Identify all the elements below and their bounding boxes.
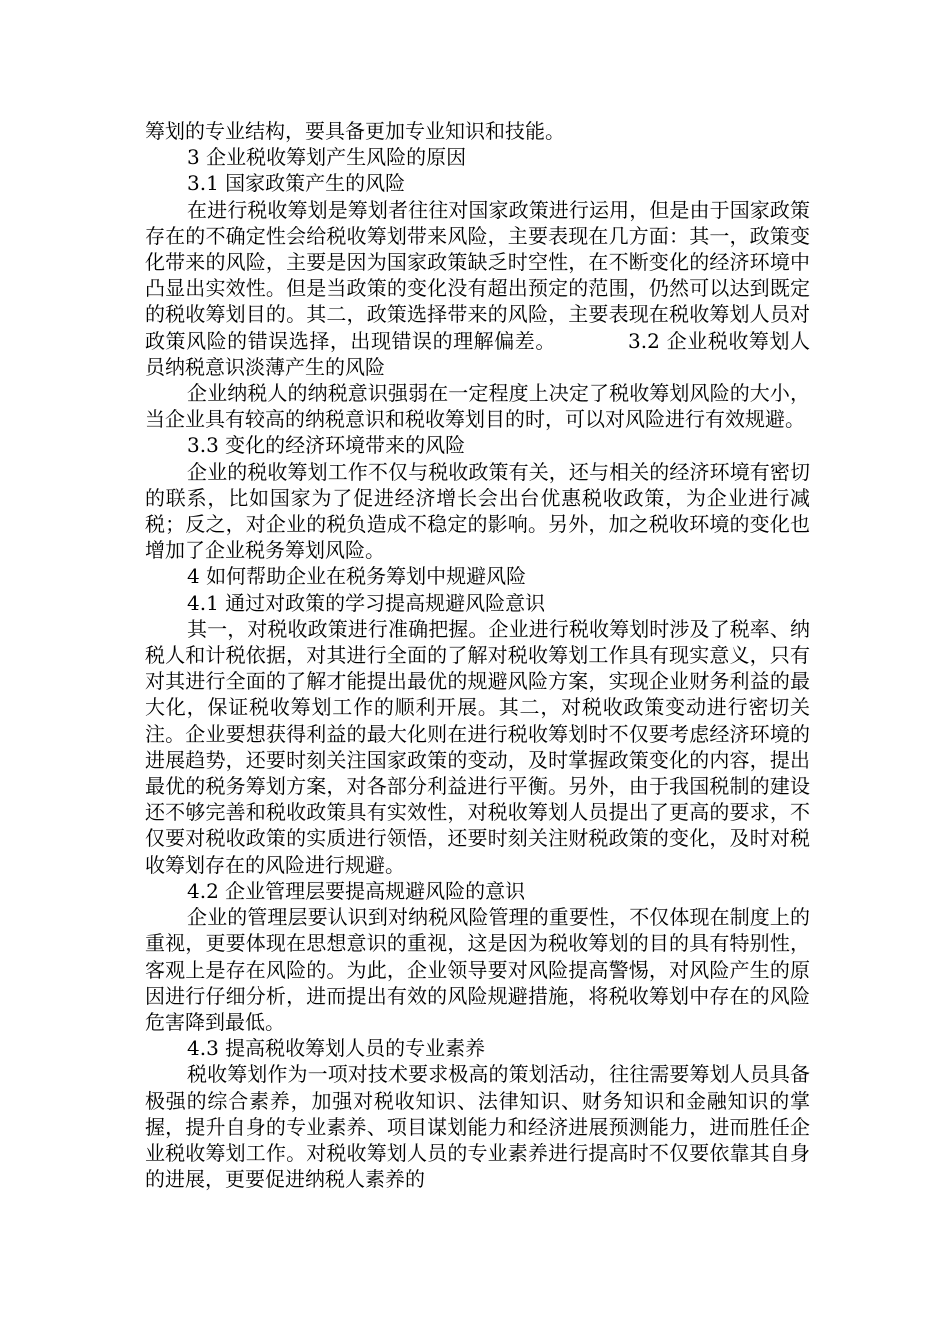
paragraph-management-awareness: 企业的管理层要认识到对纳税风险管理的重要性，不仅体现在制度上的重视，更要体现在思想意识的重视，这是因为税收筹划的目的具有特别性，客观上是存在风险的。为此，企业领导要对风险提高警惕，对风险产生的原因进行仔细分析，进而提出有效的风险规避措施，将税收筹划中存在的风险危害降到最低。 bbox=[145, 905, 810, 1034]
subsection-heading-3-3: 3.3 变化的经济环境带来的风险 bbox=[187, 433, 466, 458]
paragraph-professional-quality: 税收筹划作为一项对技术要求极高的策划活动，往往需要筹划人员具备极强的综合素养，加强对税收知识、法律知识、财务知识和金融知识的掌握，提升自身的专业素养、项目谋划能力和经济进展预测能力，进而胜任企业税收筹划工作。对税收筹划人员的专业素养进行提高时不仅要依靠其自身的进展，更要促进纳税人素养的 bbox=[145, 1062, 810, 1192]
document-body bbox=[145, 118, 810, 1192]
section-heading-4: 4 如何帮助企业在税务筹划中规避风险 bbox=[187, 564, 527, 589]
subsection-heading-3-1: 3.1 国家政策产生的风险 bbox=[187, 171, 406, 196]
paragraph-continued: 筹划的专业结构，要具备更加专业知识和技能。 bbox=[145, 119, 565, 143]
subsection-heading-4-1: 4.1 通过对政策的学习提高规避风险意识 bbox=[187, 590, 546, 615]
paragraph-policy-study: 其一，对税收政策进行准确把握。企业进行税收筹划时涉及了税率、纳税人和计税依据，对其进行全面的了解对税收筹划工作具有现实意义，只有对其进行全面的了解才能提出最优的规避风险方案，实现企业财务利益的最大化，保证税收筹划工作的顺利开展。其二，对税收政策变动进行密切关注。企业要想获得利益的最大化则在进行税收筹划时不仅要考虑经济环境的进展趋势，还要时刻关注国家政策的变动，及时掌握政策变化的内容，提出最优的税务筹划方案，对各部分利益进行平衡。另外，由于我国税制的建设还不够完善和税收政策具有实效性，对税收筹划人员提出了更高的要求，不仅要对税收政策的实质进行领悟，还要时刻关注财税政策的变化，及时对税收筹划存在的风险进行规避。 bbox=[145, 616, 810, 877]
subsection-heading-4-2: 4.2 企业管理层要提高规避风险的意识 bbox=[187, 878, 526, 903]
paragraph-policy-risk: 在进行税收筹划是筹划者往往对国家政策进行运用，但是由于国家政策存在的不确定性会给税收筹划带来风险，主要表现在几方面：其一，政策变化带来的风险，主要是因为国家政策缺乏时空性，在不断变化的经济环境中凸显出实效性。但是当政策的变化没有超出预定的范围，仍然可以达到既定的税收筹划目的。其二，政策选择带来的风险，主要表现在税收筹划人员对政策风险的错误选择，出现错误的理解偏差。 3.2 企业税收筹划人员纳税意识淡薄产生的风险 bbox=[145, 197, 810, 379]
section-heading-3: 3 企业税收筹划产生风险的原因 bbox=[187, 145, 467, 170]
subsection-heading-4-3: 4.3 提高税收筹划人员的专业素养 bbox=[187, 1036, 486, 1061]
paragraph-economic-environment: 企业的税收筹划工作不仅与税收政策有关，还与相关的经济环境有密切的联系，比如国家为了促进经济增长会出台优惠税收政策，为企业进行减税；反之，对企业的税负造成不稳定的影响。另外，加之税收环境的变化也增加了企业税务筹划风险。 bbox=[145, 459, 810, 563]
paragraph-taxpayer-awareness: 企业纳税人的纳税意识强弱在一定程度上决定了税收筹划风险的大小，当企业具有较高的纳税意识和税收筹划目的时，可以对风险进行有效规避。 bbox=[145, 381, 810, 432]
